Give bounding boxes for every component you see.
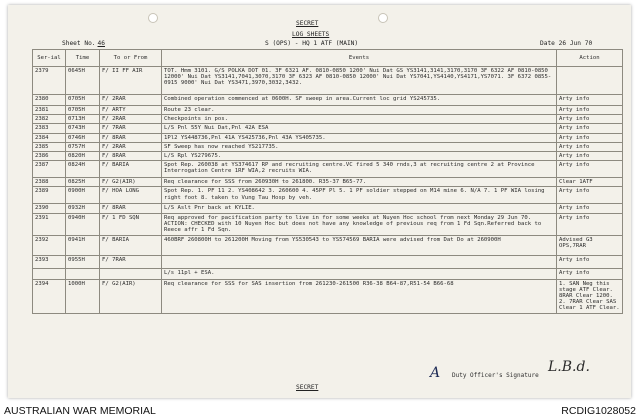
- row-action: Arty info: [557, 95, 623, 106]
- row-serial: 2387: [33, 161, 66, 178]
- row-events: Spot Rep. 260038 at YS374617 RP and recruiting centre.VC fired 5 340 rnds,3 at recruiting centre 2 at Province Interrogation Centre 1RF WIA,2 recruits WIA.: [162, 161, 557, 178]
- row-action: Arty info: [557, 213, 623, 235]
- row-time: [66, 268, 100, 279]
- row-to-from: F/ BARIA: [100, 235, 162, 255]
- row-time: 0932H: [66, 204, 100, 213]
- row-events: L/s 11pl + ESA.: [162, 268, 557, 279]
- log-table-header: [33, 50, 623, 67]
- row-to-from: F/ BARIA: [100, 161, 162, 178]
- table-row: [33, 106, 623, 115]
- row-action: Arty info: [557, 152, 623, 161]
- row-action: Arty info: [557, 106, 623, 115]
- row-events: 1Pl2 YS448736,Pnl 41A YS425736,Pnl 43A YS405735.: [162, 133, 557, 142]
- table-row: [33, 235, 623, 255]
- table-row: [33, 133, 623, 142]
- row-events: Combined operation commenced at 0600H. SF sweep in area.Current loc grid YS245735.: [162, 95, 557, 106]
- row-time: 1000H: [66, 279, 100, 313]
- signature-initial: A: [430, 365, 441, 381]
- row-time: 0713H: [66, 115, 100, 124]
- table-row: [33, 204, 623, 213]
- row-action: Arty info: [557, 204, 623, 213]
- classification-bottom: SECRET: [296, 384, 319, 391]
- row-to-from: F/ 7RAR: [100, 255, 162, 268]
- row-action: 1. SAN Neg this stage ATF Clear. 8RAR Clear 1200. 2. 7RAR Clear SAS Clear 1 ATF Clear.: [557, 279, 623, 313]
- sheet-label-text: Sheet No.: [62, 40, 96, 47]
- row-serial: 2379: [33, 67, 66, 95]
- table-row: [33, 279, 623, 313]
- row-to-from: F/ 8RAR: [100, 152, 162, 161]
- sheet-number: 46: [97, 40, 105, 47]
- row-serial: 2389: [33, 187, 66, 204]
- table-row: [33, 255, 623, 268]
- row-serial: 2385: [33, 142, 66, 151]
- row-events: Spot Rep. 1. PF 11 2. YS408642 3. 260600 4. 45PF Pl 5. 1 PF soldier stepped on M14 mine 6. N/A 7. 1 PF WIA losing right foot 8. taken to Vung Tau Hosp by veh.: [162, 187, 557, 204]
- row-events: SF Sweep has now reached YS217735.: [162, 142, 557, 151]
- row-time: 0820H: [66, 152, 100, 161]
- row-action: Arty info: [557, 124, 623, 133]
- row-time: 0746H: [66, 133, 100, 142]
- header-to-from: To or From: [100, 50, 162, 67]
- row-to-from: F/ 8RAR: [100, 133, 162, 142]
- row-events: L/S Aslt Pnr back at KYLIE.: [162, 204, 557, 213]
- row-events: Req clearance for SSS for SAS insertion from 261230-261500 R36-38 B64-87,R51-54 B66-68: [162, 279, 557, 313]
- row-serial: 2383: [33, 124, 66, 133]
- row-serial: 2382: [33, 115, 66, 124]
- row-events: [162, 255, 557, 268]
- date-label-text: Date: [540, 40, 555, 47]
- header-action: Action: [557, 50, 623, 67]
- row-time: 0941H: [66, 235, 100, 255]
- row-action: Advised G3 OPS,7RAR: [557, 235, 623, 255]
- row-serial: 2394: [33, 279, 66, 313]
- sheet-label: [62, 40, 105, 47]
- table-row: [33, 124, 623, 133]
- row-to-from: F/ 1 FD SQN: [100, 213, 162, 235]
- row-events: 460BRF 260800H to 261200H Moving from YS530543 to YS574569 BARIA were advised from Dat Do at 260900H: [162, 235, 557, 255]
- archive-name: AUSTRALIAN WAR MEMORIAL: [4, 405, 156, 417]
- header-time: Time: [66, 50, 100, 67]
- punch-hole: [148, 13, 158, 23]
- row-serial: 2390: [33, 204, 66, 213]
- row-events: L/S Rpl YS279675.: [162, 152, 557, 161]
- row-action: Arty info: [557, 133, 623, 142]
- table-row: [33, 67, 623, 95]
- row-serial: 2388: [33, 178, 66, 187]
- unit-line: S (OPS) - HQ 1 ATF (MAIN): [265, 40, 359, 47]
- row-to-from: F/ G2(AIR): [100, 279, 162, 313]
- table-row: [33, 161, 623, 178]
- row-time: 0645H: [66, 67, 100, 95]
- row-serial: 2381: [33, 106, 66, 115]
- header-serial: Ser-ial: [33, 50, 66, 67]
- punch-hole: [378, 13, 388, 23]
- row-to-from: F/ 7RAR: [100, 124, 162, 133]
- row-serial: 2392: [33, 235, 66, 255]
- row-time: 0705H: [66, 95, 100, 106]
- row-action: Arty info: [557, 187, 623, 204]
- row-to-from: F/ II FF AIR: [100, 67, 162, 95]
- table-row: [33, 152, 623, 161]
- date-value: 26 Jun 70: [558, 40, 593, 47]
- row-action: Arty info: [557, 115, 623, 124]
- row-time: 0824H: [66, 161, 100, 178]
- row-time: 0705H: [66, 106, 100, 115]
- row-events: L/S Pnl 55Y Nui Dat,Pnl 42A ESA: [162, 124, 557, 133]
- row-to-from: F/ 2RAR: [100, 142, 162, 151]
- row-action: Arty info: [557, 161, 623, 178]
- row-serial: 2393: [33, 255, 66, 268]
- table-row: [33, 213, 623, 235]
- row-to-from: F/ G2(AIR): [100, 178, 162, 187]
- row-events: TOT. Hmm 3101. G/S POLKA DOT 01. 3F 6321 AF. 0810-0850 1200' Nui Dat GS YS3141,3141,3170,3170 3F 6322 AF 0810-0850 12000' Nui Dat YS3141,7041,3070,3170 3F 6323 AF 0810-0850 12000' Nui Dat YS7041,YS4140,YS4171,YS7071. 3F 6372 0855-0915 9000' Nui Dat YS3471,3970,3032,3432.: [162, 67, 557, 95]
- row-time: 0743H: [66, 124, 100, 133]
- row-serial: 2391: [33, 213, 66, 235]
- row-to-from: F/ 8RAR: [100, 204, 162, 213]
- date-label: [540, 40, 592, 47]
- table-row: [33, 115, 623, 124]
- row-to-from: [100, 268, 162, 279]
- row-action: Arty info: [557, 142, 623, 151]
- row-serial: 2380: [33, 95, 66, 106]
- document-title: LOG SHEETS: [292, 31, 330, 38]
- signature: L.B.d.: [548, 359, 590, 375]
- table-row: [33, 268, 623, 279]
- row-time: 0900H: [66, 187, 100, 204]
- header-events: Events: [162, 50, 557, 67]
- log-table: [32, 49, 623, 314]
- row-time: 0955H: [66, 255, 100, 268]
- row-serial: 2384: [33, 133, 66, 142]
- row-time: 0825H: [66, 178, 100, 187]
- table-row: [33, 95, 623, 106]
- table-row: [33, 187, 623, 204]
- row-action: [557, 67, 623, 95]
- row-action: Arty info: [557, 268, 623, 279]
- row-to-from: F/ HOA LONG: [100, 187, 162, 204]
- table-row: [33, 178, 623, 187]
- row-time: 0940H: [66, 213, 100, 235]
- table-row: [33, 142, 623, 151]
- archive-footer: [0, 402, 640, 419]
- row-serial: [33, 268, 66, 279]
- row-action: Arty info: [557, 255, 623, 268]
- row-events: Checkpoints in pos.: [162, 115, 557, 124]
- row-action: Clear 1ATF: [557, 178, 623, 187]
- signature-label: Duty Officer's Signature: [452, 372, 539, 379]
- row-to-from: F/ 2RAR: [100, 95, 162, 106]
- row-serial: 2386: [33, 152, 66, 161]
- row-events: Req clearance for SSS from 260930H to 261800. R35-37 B65-77.: [162, 178, 557, 187]
- row-time: 0757H: [66, 142, 100, 151]
- archive-reference: RCDIG1028052: [561, 405, 636, 417]
- row-events: Req approved for pacification party to live in for some weeks at Nuyen Hoc school from next Monday 29 Jun 70. ACTION: CHECKED with 10 Nuyen Hoc but does not have any knowledge of previous req from 1 Fd Sqn.Referred back to Reece affr 1 Fd Sqn.: [162, 213, 557, 235]
- row-events: Route 23 clear.: [162, 106, 557, 115]
- row-to-from: F/ ARTY: [100, 106, 162, 115]
- classification-top: SECRET: [296, 20, 319, 27]
- row-to-from: F/ 2RAR: [100, 115, 162, 124]
